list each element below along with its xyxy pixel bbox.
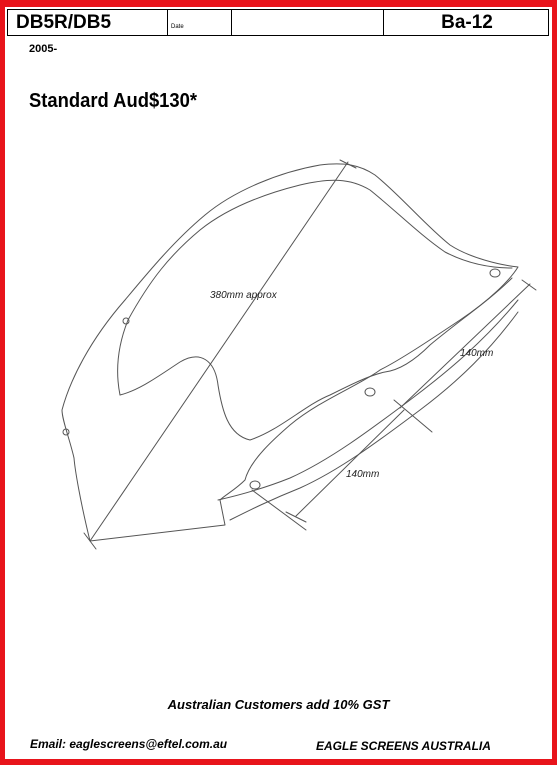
gst-note: Australian Customers add 10% GST: [167, 697, 390, 712]
company-name: EAGLE SCREENS AUSTRALIA: [316, 739, 491, 753]
model-name: DB5R/DB5: [8, 10, 168, 35]
price-label: Standard Aud$130*: [29, 90, 198, 112]
screen-outline: [62, 164, 518, 541]
part-code: Ba-12: [441, 12, 493, 33]
upper-spacing-label: 140mm: [460, 348, 494, 359]
date-label: Date: [168, 10, 232, 35]
screen-notch: [120, 278, 512, 440]
screen-inner-line: [118, 180, 512, 395]
model-year: 2005-: [29, 43, 58, 55]
height-dimension-label: 380mm approx: [210, 290, 277, 301]
lower-spacing-label: 140mm: [346, 469, 380, 480]
mount-hole-top: [490, 269, 500, 277]
mount-hole-mid: [365, 388, 375, 396]
mount-hole-low: [250, 481, 260, 489]
lower-dimension-line: [296, 410, 404, 516]
email-contact: Email: eaglescreens@eftel.com.au: [30, 737, 228, 751]
